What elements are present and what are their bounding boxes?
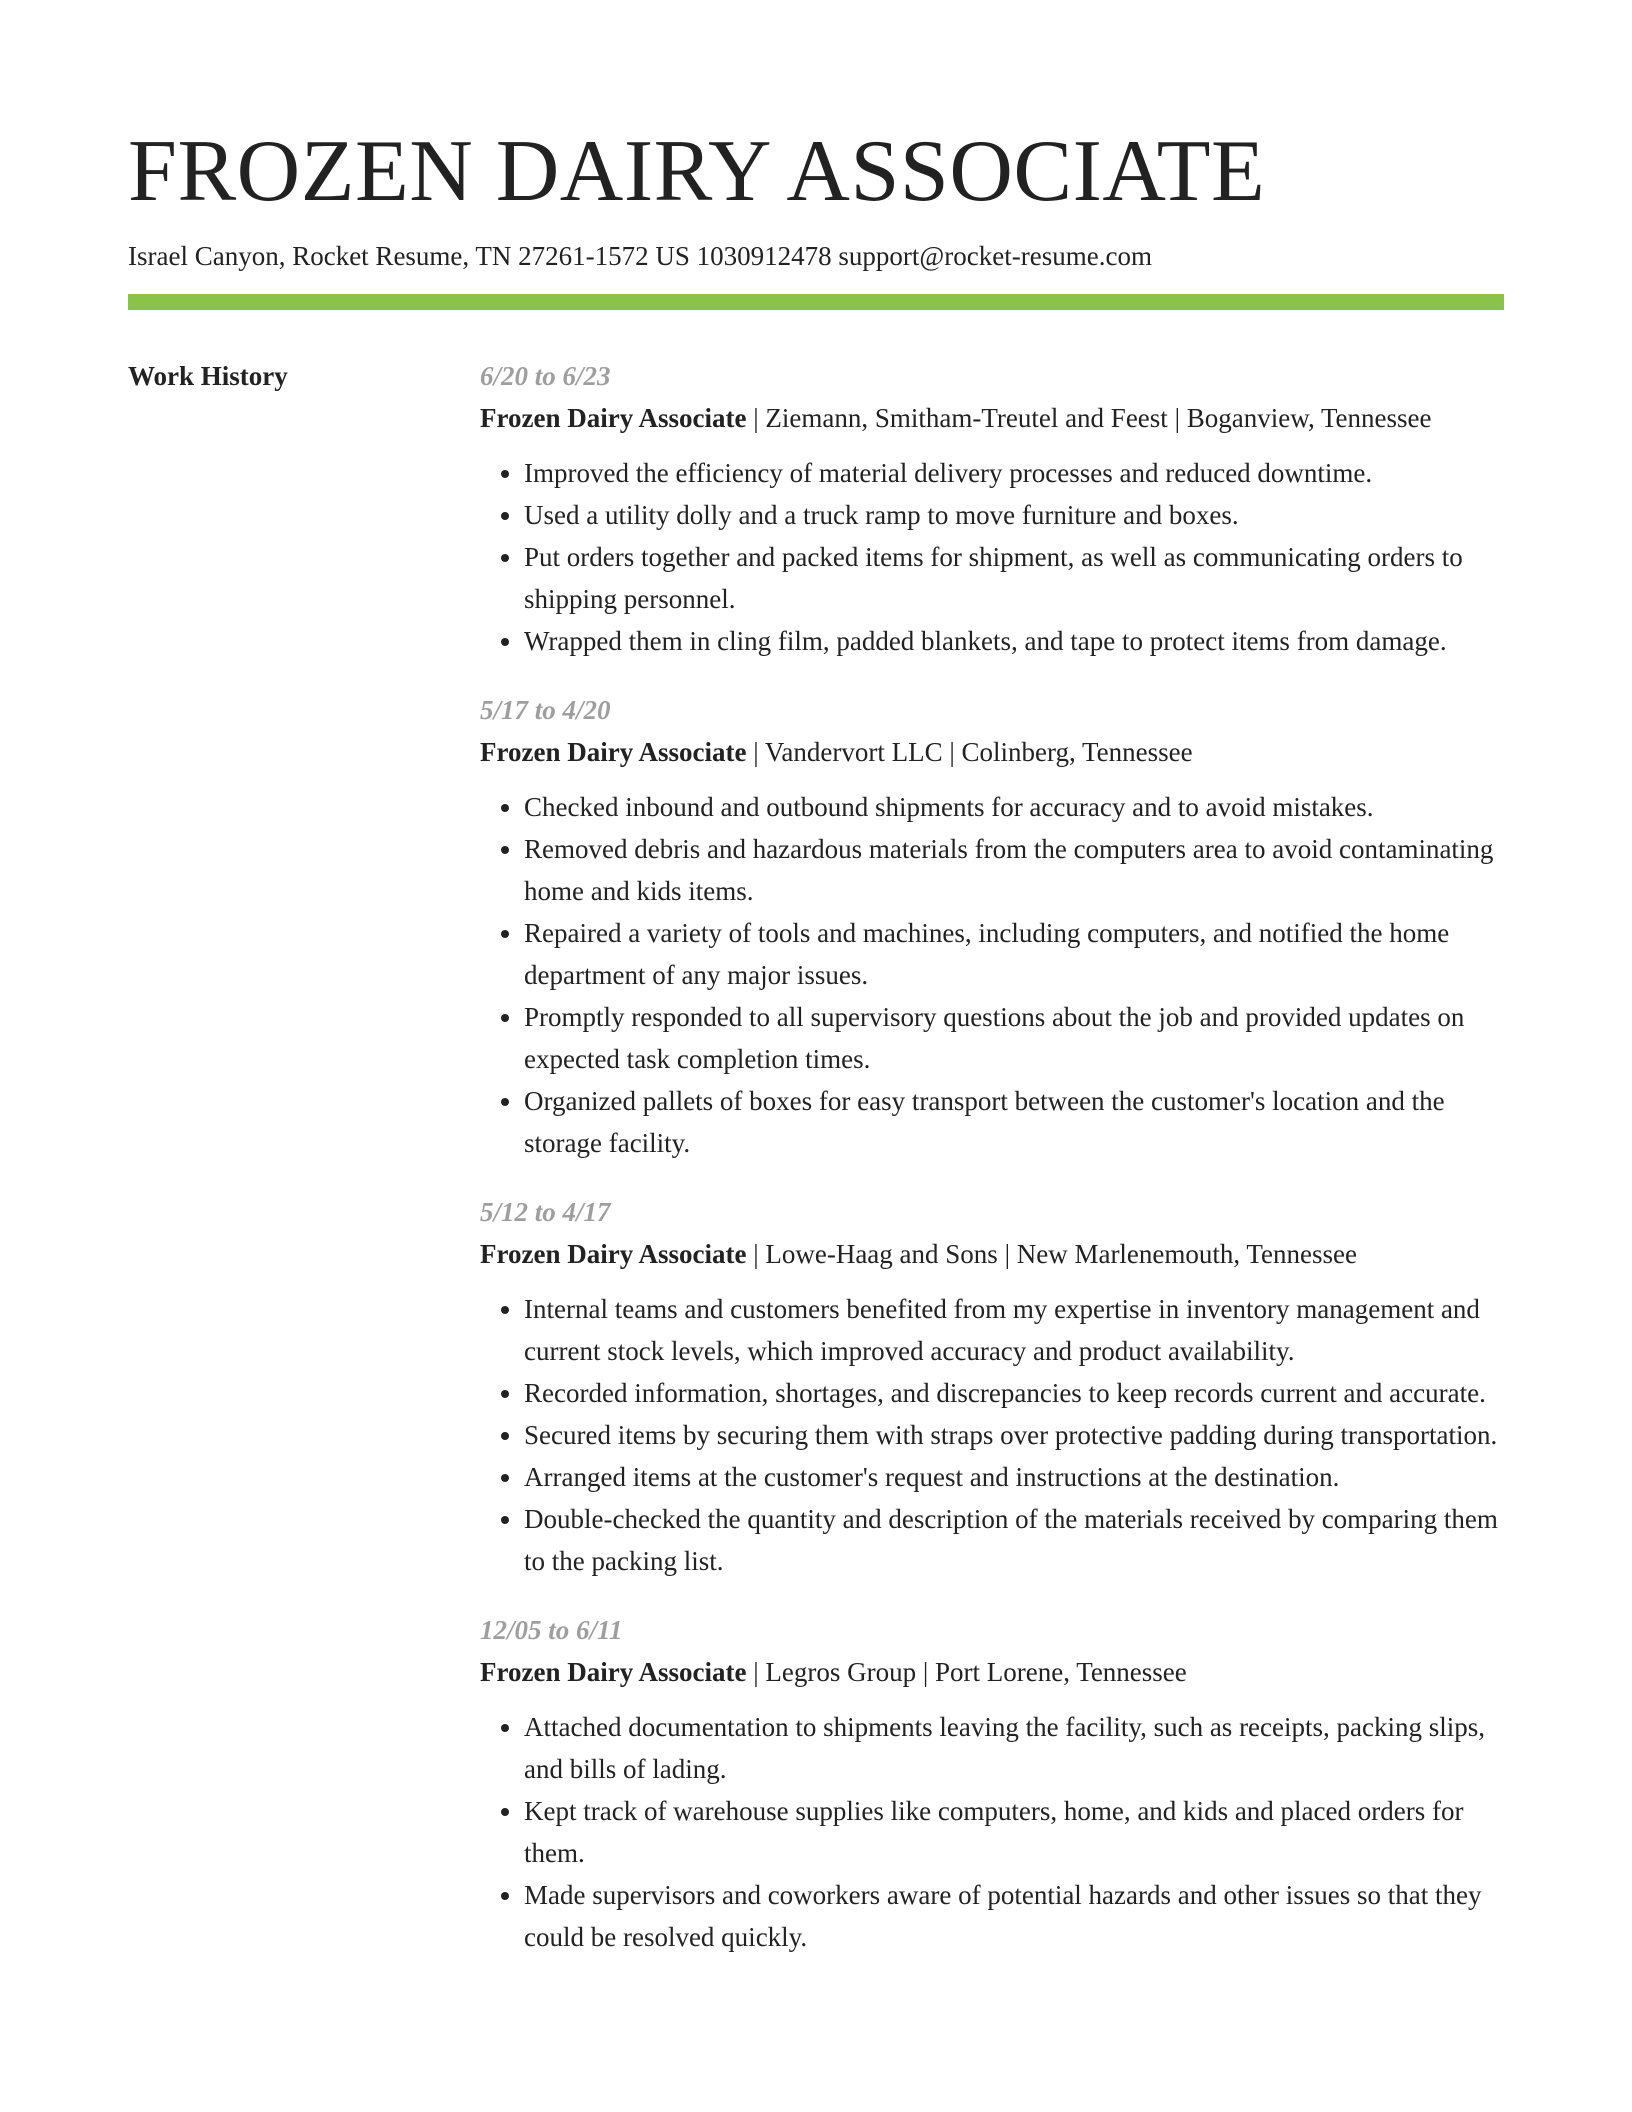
job-heading xyxy=(480,396,1504,440)
job-separator: | xyxy=(746,403,766,433)
job-title: Frozen Dairy Associate xyxy=(480,1239,747,1269)
job-bullet: • Removed debris and hazardous materials from the computers area to avoid contaminating home and kids items. xyxy=(524,828,1504,912)
job-entry xyxy=(480,1192,1504,1582)
job-bullet: • Checked inbound and outbound shipments for accuracy and to avoid mistakes. xyxy=(524,786,1504,828)
job-bullet-list xyxy=(480,1706,1504,1958)
job-separator: | xyxy=(1167,403,1187,433)
job-heading xyxy=(480,1650,1504,1694)
job-bullet: • Double-checked the quantity and description of the materials received by comparing them to the packing list. xyxy=(524,1498,1504,1582)
job-dates: 5/17 to 4/20 xyxy=(480,695,611,725)
job-title: Frozen Dairy Associate xyxy=(480,403,747,433)
job-separator: | xyxy=(746,737,765,767)
job-entry xyxy=(480,1610,1504,1958)
job-bullet: • Organized pallets of boxes for easy transport between the customer's location and the storage facility. xyxy=(524,1080,1504,1164)
job-bullet: • Made supervisors and coworkers aware of potential hazards and other issues so that they could be resolved quickly. xyxy=(524,1874,1504,1958)
job-entry xyxy=(480,356,1504,662)
job-bullet-list xyxy=(480,452,1504,662)
job-bullet: • Promptly responded to all supervisory questions about the job and provided updates on expected task completion times. xyxy=(524,996,1504,1080)
job-separator: | xyxy=(942,737,962,767)
work-history-section xyxy=(128,356,1504,1958)
job-dates: 6/20 to 6/23 xyxy=(480,361,611,391)
job-bullet-list xyxy=(480,1288,1504,1582)
section-label-work-history: Work History xyxy=(128,361,288,391)
job-bullet: • Arranged items at the customer's request and instructions at the destination. xyxy=(524,1456,1504,1498)
job-bullet: • Attached documentation to shipments leaving the facility, such as receipts, packing slips, and bills of lading. xyxy=(524,1706,1504,1790)
job-dates: 12/05 to 6/11 xyxy=(480,1615,623,1645)
job-dates: 5/12 to 4/17 xyxy=(480,1197,611,1227)
job-separator: | xyxy=(997,1239,1017,1269)
job-bullet: • Kept track of warehouse supplies like computers, home, and kids and placed orders for them. xyxy=(524,1790,1504,1874)
job-bullet: • Internal teams and customers benefited from my expertise in inventory management and current stock levels, which improved accuracy and product availability. xyxy=(524,1288,1504,1372)
job-location: Boganview, Tennessee xyxy=(1186,403,1432,433)
contact-line: Israel Canyon, Rocket Resume, TN 27261-1572 US 1030912478 support@rocket-resume.com xyxy=(128,241,1152,271)
job-separator: | xyxy=(746,1239,766,1269)
job-entry xyxy=(480,690,1504,1164)
job-bullet-list xyxy=(480,786,1504,1164)
job-list xyxy=(480,356,1504,1958)
job-bullet: • Secured items by securing them with straps over protective padding during transportation. xyxy=(524,1414,1504,1456)
job-location: New Marlenemouth, Tennessee xyxy=(1016,1239,1357,1269)
job-company: Legros Group xyxy=(765,1657,917,1687)
job-heading xyxy=(480,1232,1504,1276)
job-bullet: • Improved the efficiency of material delivery processes and reduced downtime. xyxy=(524,452,1504,494)
job-bullet: • Put orders together and packed items for shipment, as well as communicating orders to shipping personnel. xyxy=(524,536,1504,620)
job-location: Colinberg, Tennessee xyxy=(961,737,1193,767)
job-company: Ziemann, Smitham-Treutel and Feest xyxy=(765,403,1168,433)
resume-page xyxy=(128,118,1504,1986)
job-separator: | xyxy=(746,1657,766,1687)
job-bullet: • Wrapped them in cling film, padded blankets, and tape to protect items from damage. xyxy=(524,620,1504,662)
job-title: Frozen Dairy Associate xyxy=(480,737,747,767)
job-title: Frozen Dairy Associate xyxy=(480,1657,747,1687)
job-bullet: • Used a utility dolly and a truck ramp to move furniture and boxes. xyxy=(524,494,1504,536)
job-location: Port Lorene, Tennessee xyxy=(934,1657,1187,1687)
job-company: Lowe-Haag and Sons xyxy=(765,1239,998,1269)
job-bullet: • Repaired a variety of tools and machines, including computers, and notified the home department of any major issues. xyxy=(524,912,1504,996)
job-separator: | xyxy=(916,1657,935,1687)
resume-title: FROZEN DAIRY ASSOCIATE xyxy=(128,123,1266,220)
job-heading xyxy=(480,730,1504,774)
header-divider xyxy=(128,294,1504,310)
job-bullet: • Recorded information, shortages, and discrepancies to keep records current and accurate. xyxy=(524,1372,1504,1414)
job-company: Vandervort LLC xyxy=(764,737,943,767)
